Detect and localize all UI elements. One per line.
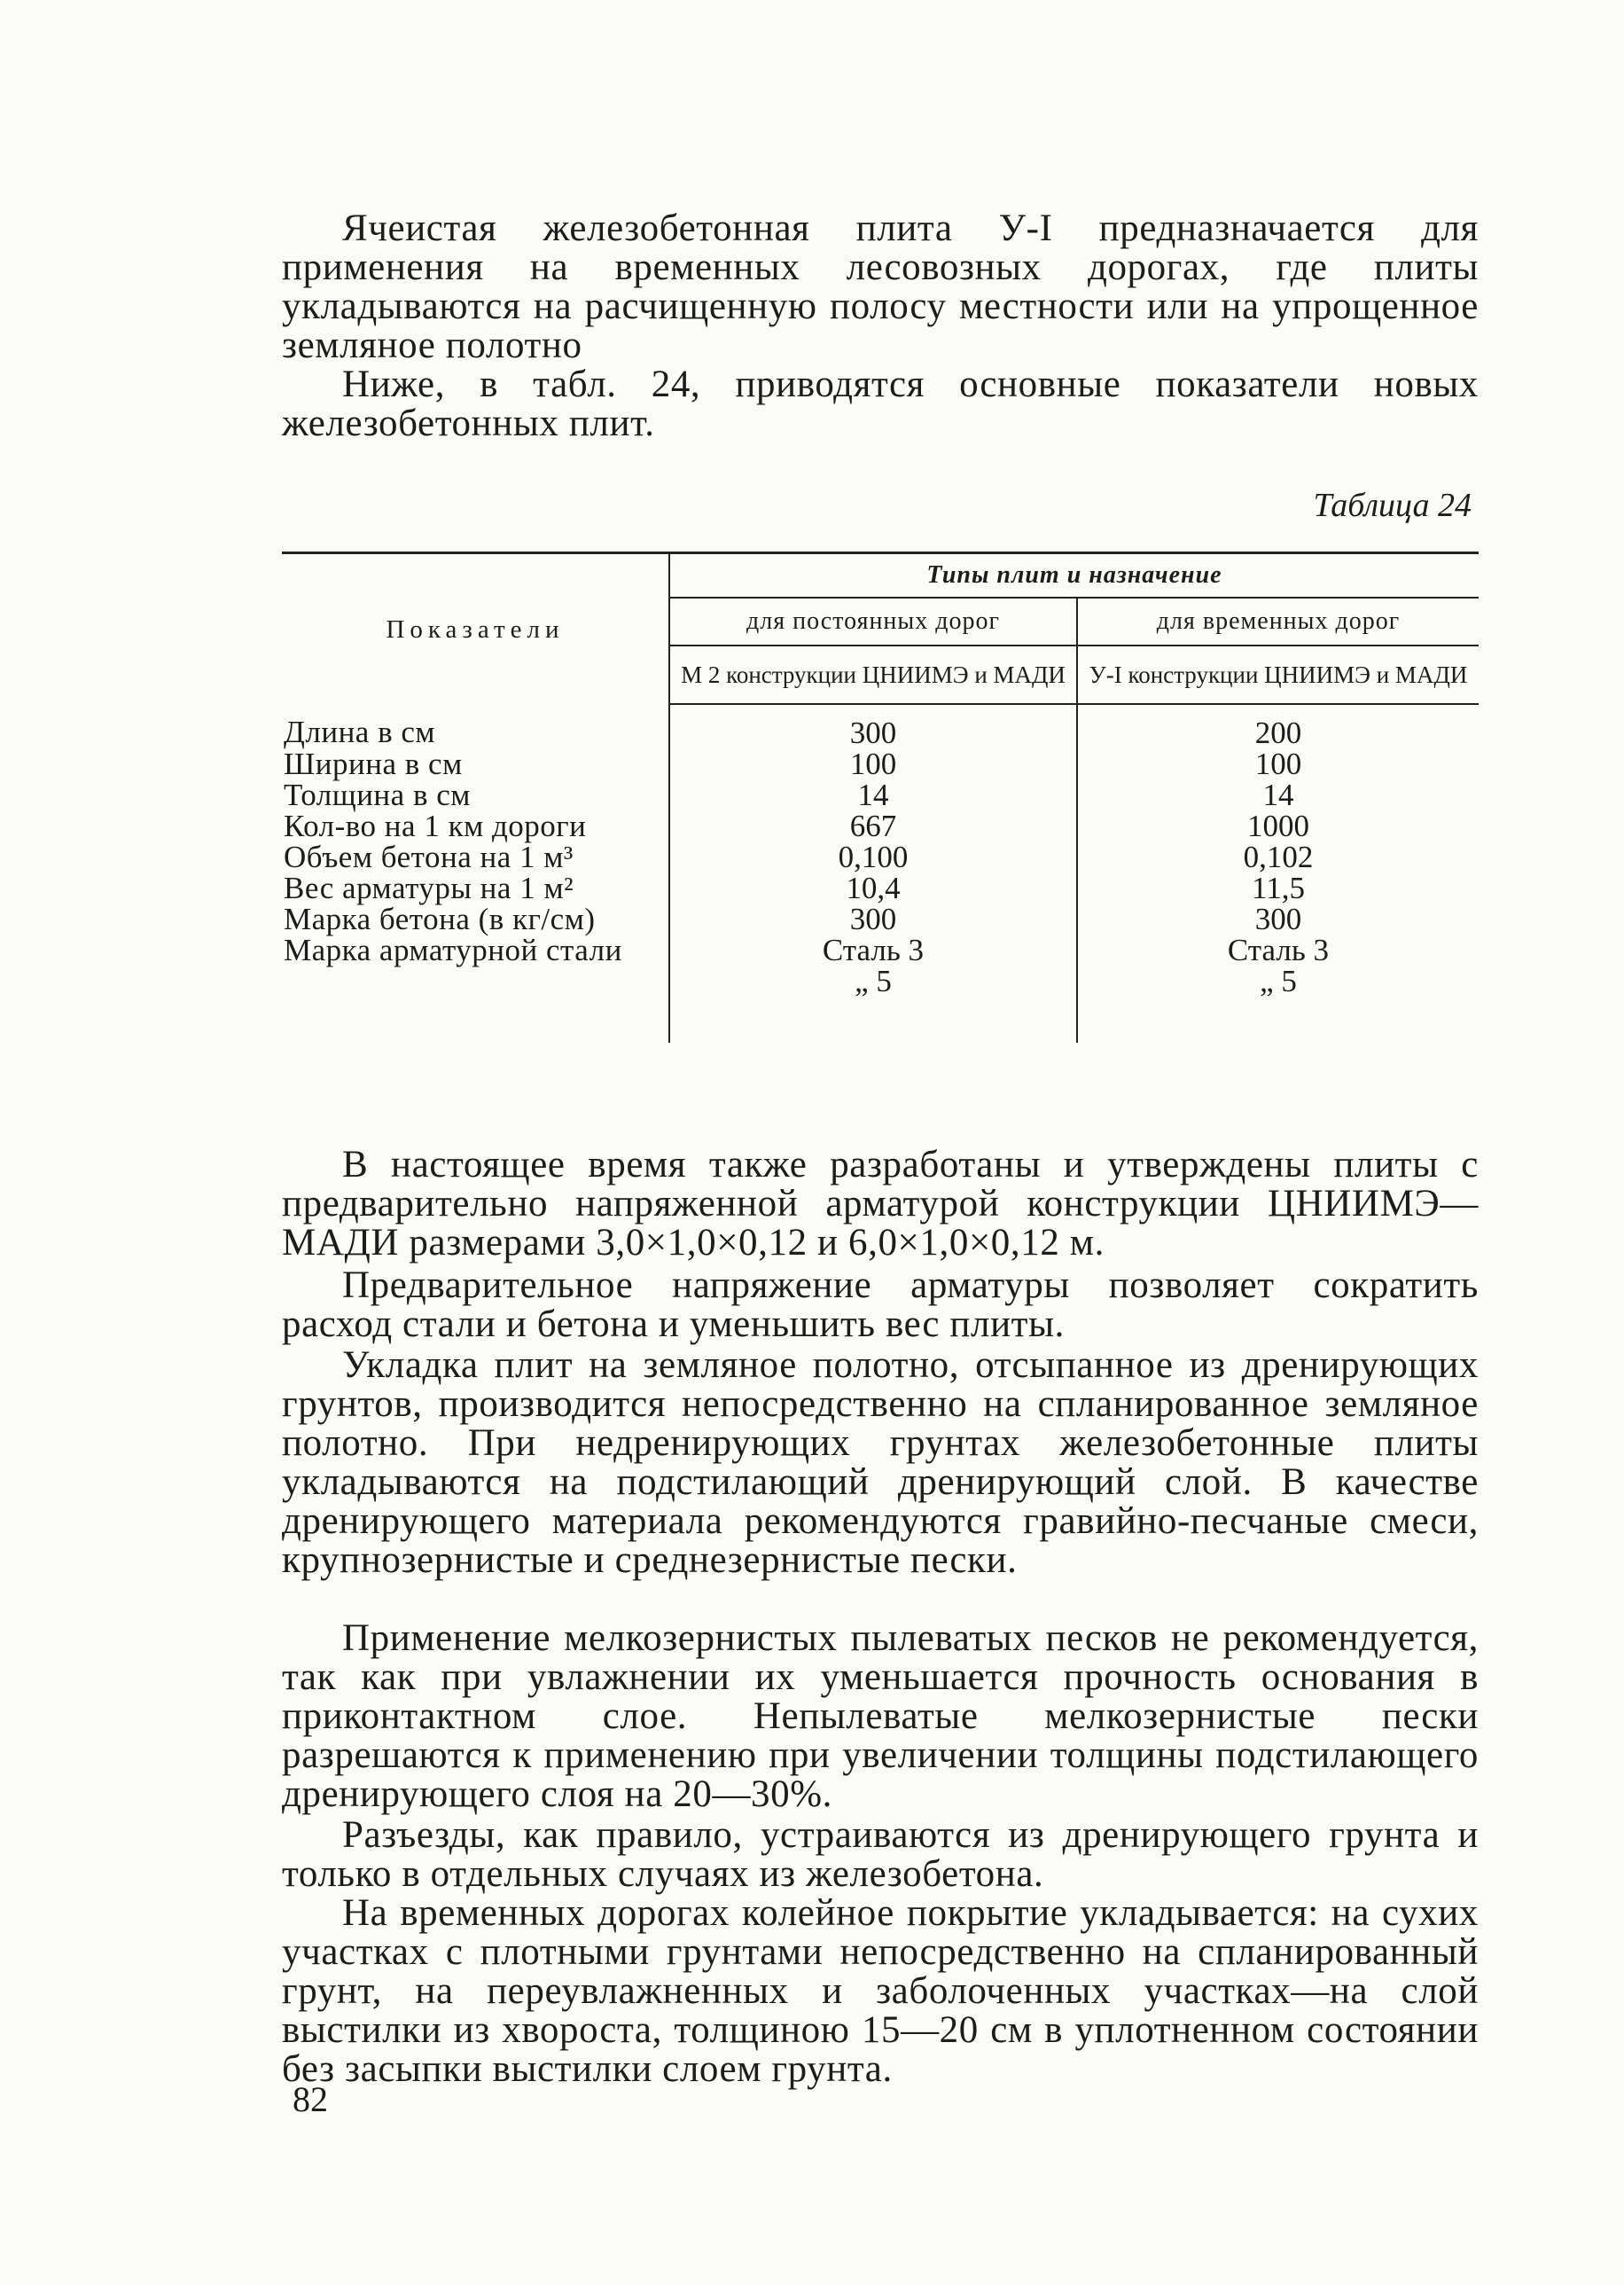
row-label: Ширина в см (282, 748, 669, 779)
cell-u1: 14 (1077, 779, 1479, 810)
row-label: Марка арматурной стали (282, 935, 669, 966)
table-row (282, 810, 1479, 841)
cell-m2: „ 5 (855, 964, 892, 998)
cell-m2: 100 (849, 747, 897, 781)
cell-m2: 14 (857, 778, 889, 812)
row-label: Кол-во на 1 км дороги (282, 810, 669, 841)
cell-u1: 11,5 (1077, 873, 1479, 904)
cell-u1: 100 (1077, 748, 1479, 779)
cell-m2: 10,4 (846, 871, 901, 905)
paragraph-laying: Укладка плит на земляное полотно, отсыпанное из дренирующих грунтов, производится непосредственно на спланированное земляное полотно. При недренирующих грунтах железобетонные плиты укладываются на подстилающий дренирующий слой. В качестве дренирующего материала рекомендуются гравийно-песчаные смеси, крупнозернистые и среднезернистые пески. (282, 1344, 1479, 1581)
page-number: 82 (293, 2079, 328, 2119)
cell-m2: 0,100 (838, 840, 909, 874)
table-row (282, 841, 1479, 873)
table-row (282, 704, 1479, 748)
paragraph-table-intro: Ниже, в табл. 24, приводятся основные показатели новых железобетонных плит. (282, 364, 1479, 444)
cell-u1: „ 5 (1077, 966, 1479, 997)
specs-table-container (282, 552, 1479, 1035)
row-label (282, 966, 669, 997)
row-label: Объем бетона на 1 м³ (282, 841, 669, 873)
specs-table (282, 552, 1479, 1043)
paragraph-prestressed: В настоящее время также разработаны и утверждены плиты с предварительно напряженной арматурой конструкции ЦНИИМЭ—МАДИ размерами 3,0×1,0×0,12 и 6,0×1,0×0,12 м. (282, 1144, 1479, 1264)
paragraph-fine-sands: Применение мелкозернистых пылеватых песков не рекомендуется, так как при увлажнении их уменьшается прочность основания в приконтактном слое. Непылеватые мелкозернистые пески разрешаются к применению при увеличении толщины подстилающего дренирующего слоя на 20—30%. (282, 1617, 1479, 1815)
paragraph-prestress-benefit: Предварительное напряжение арматуры позволяет сократить расход стали и бетона и уменьшить вес плиты. (282, 1264, 1479, 1345)
table-row (282, 748, 1479, 779)
variant-u1: У-I конструкции ЦНИИМЭ и МАДИ (1077, 646, 1479, 704)
paragraph-passing-places: Разъезды, как правило, устраиваются из дренирующего грунта и только в отдельных случаях из железобетона. (282, 1814, 1479, 1895)
cell-u1: 1000 (1077, 810, 1479, 841)
group-header: Типы плит и назначение (669, 553, 1479, 599)
cell-m2: Сталь 3 (822, 933, 925, 967)
cell-u1: Сталь 3 (1077, 935, 1479, 966)
table-row (282, 904, 1479, 935)
variant-m2: М 2 конструкции ЦНИИМЭ и МАДИ (669, 646, 1077, 704)
paragraph-intro: Ячеистая железобетонная плита У-І предназначается для применения на временных лесовозных дорогах, где плиты укладываются на расчищенную полосу местности или на упрощенное земляное полотно (282, 207, 1479, 366)
subheader-temporary-roads: для временных дорог (1077, 598, 1479, 646)
row-label: Вес арматуры на 1 м² (282, 873, 669, 904)
column-header-indicators: Показатели (282, 553, 669, 705)
row-label: Длина в см (282, 704, 669, 748)
cell-u1: 0,102 (1077, 841, 1479, 873)
cell-u1: 300 (1077, 904, 1479, 935)
row-label: Толщина в см (282, 779, 669, 810)
cell-m2: 300 (849, 902, 897, 936)
row-label: Марка бетона (в кг/см) (282, 904, 669, 935)
cell-u1: 200 (1077, 704, 1479, 748)
cell-m2: 300 (849, 716, 897, 750)
table-row (282, 966, 1479, 997)
table-row (282, 873, 1479, 904)
paragraph-temporary-roads: На временных дорогах колейное покрытие укладывается: на сухих участках с плотными грунтами непосредственно на спланированный грунт, на переувлажненных и заболоченных участках—на слой выстилки из хвороста, толщиною 15—20 см в уплотненном состоянии без засыпки выстилки слоем грунта. (282, 1892, 1479, 2090)
cell-m2: 667 (849, 809, 897, 843)
table-row (282, 779, 1479, 810)
table-row-spacer (282, 997, 1479, 1043)
table-caption: Таблица 24 (1313, 487, 1472, 524)
subheader-permanent-roads: для постоянных дорог (669, 598, 1077, 646)
table-row (282, 935, 1479, 966)
